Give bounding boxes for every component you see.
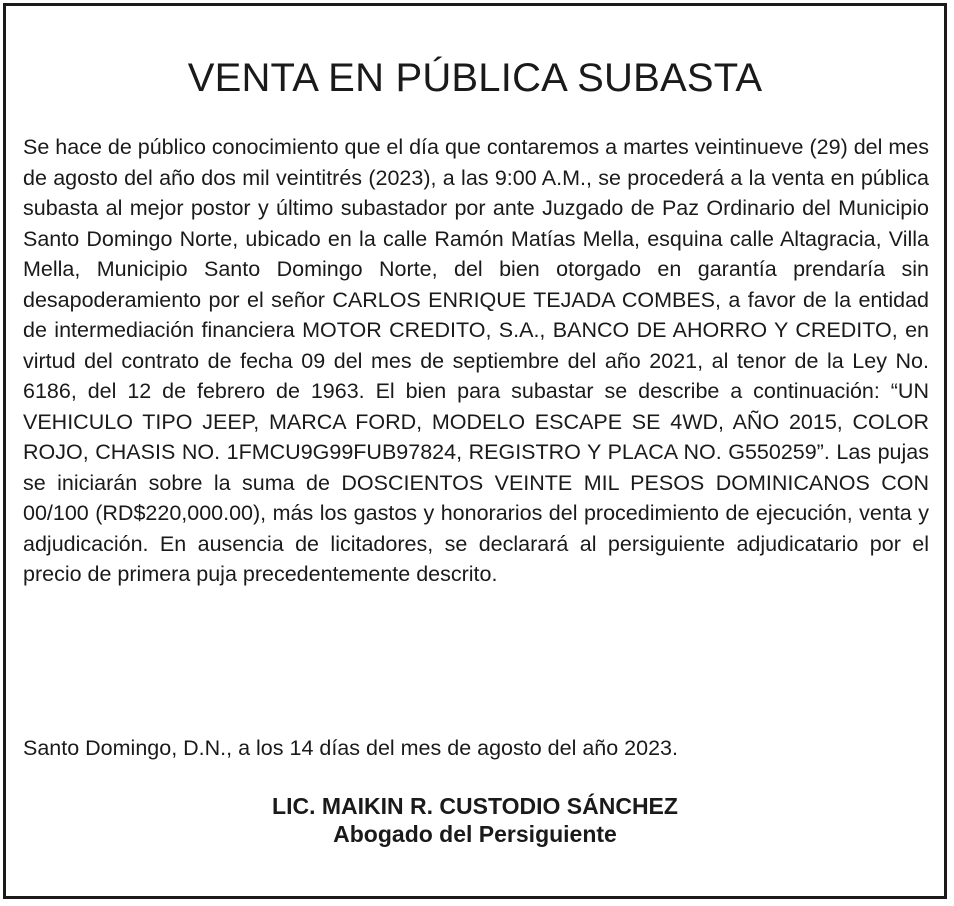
notice-title: VENTA EN PÚBLICA SUBASTA: [187, 56, 763, 100]
notice-date-line: Santo Domingo, D.N., a los 14 días del mes de agosto del año 2023.: [23, 736, 678, 760]
signature-block: [6, 792, 944, 848]
notice-body: Se hace de público conocimiento que el día que contaremos a martes veintinueve (29) del mes de agosto del año dos mil veintitrés (2023), a las 9:00 A.M., se procederá a la venta en pública subasta al mejor postor y último subastador por ante Juzgado de Paz Ordinario del Municipio Santo Domingo Norte, ubicado en la calle Ramón Matías Mella, esquina calle Altagracia, Villa Mella, Municipio Santo Domingo Norte, del bien otorgado en garantía prendaría sin desapoderamiento por el señor CARLOS ENRIQUE TEJADA COMBES, a favor de la entidad de intermediación financiera MOTOR CREDITO, S.A., BANCO DE AHORRO Y CREDITO, en virtud del contrato de fecha 09 del mes de septiembre del año 2021, al tenor de la Ley No. 6186, del 12 de febrero de 1963. El bien para subastar se describe a continuación: “UN VEHICULO TIPO JEEP, MARCA FORD, MODELO ESCAPE SE 4WD, AÑO 2015, COLOR ROJO, CHASIS NO. 1FMCU9G99FUB97824, REGISTRO Y PLACA NO. G550259”. Las pujas se iniciarán sobre la suma de DOSCIENTOS VEINTE MIL PESOS DOMINICANOS CON 00/100 (RD$220,000.00), más los gastos y honorarios del procedimiento de ejecución, venta y adjudicación. En ausencia de licitadores, se declarará al persiguiente adjudicatario por el precio de primera puja precedentemente descrito.: [23, 135, 929, 586]
signatory-role: Abogado del Persiguiente: [333, 821, 617, 847]
legal-notice: [3, 3, 947, 899]
signatory-name: LIC. MAIKIN R. CUSTODIO SÁNCHEZ: [272, 793, 678, 819]
